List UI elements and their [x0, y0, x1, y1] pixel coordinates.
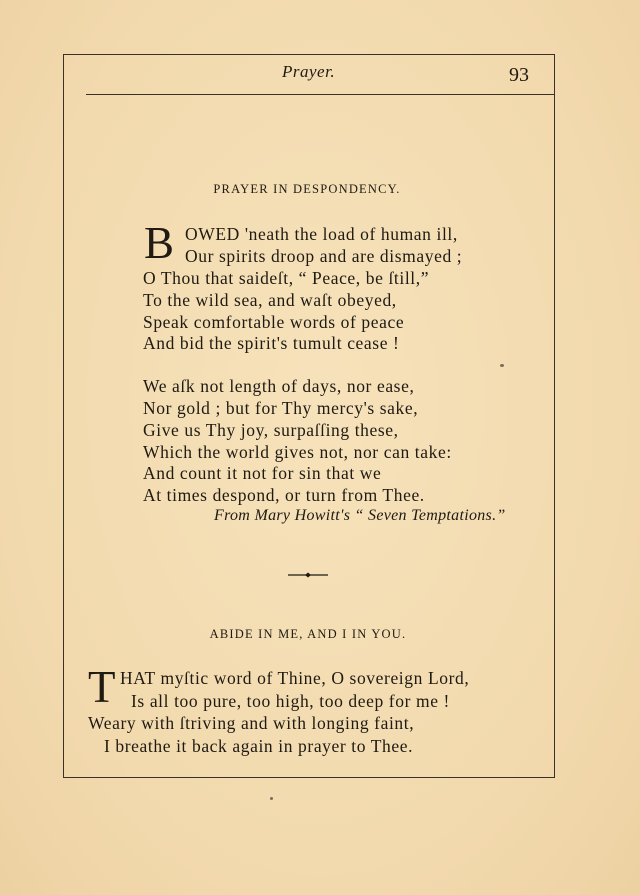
- running-head: Prayer.: [282, 62, 336, 81]
- poem-line: Give us Thy joy, surpaſſing these,: [143, 420, 399, 440]
- poem-line: We aſk not length of days, nor ease,: [143, 376, 415, 396]
- poem-line: O Thou that saideſt, “ Peace, be ſtill,”: [143, 268, 430, 288]
- poem-line: HAT myſtic word of Thine, O sovereign Lord,: [120, 668, 470, 688]
- poem-line: To the wild sea, and waſt obeyed,: [143, 290, 397, 310]
- paper-speck: [270, 797, 273, 800]
- poem-line: Weary with ſtriving and with longing faint,: [88, 713, 415, 733]
- poem-line: And bid the spirit's tumult cease !: [143, 333, 400, 353]
- poem-title: PRAYER IN DESPONDENCY.: [213, 182, 401, 196]
- drop-cap: T: [88, 662, 116, 712]
- poem-line: OWED 'neath the load of human ill,: [185, 224, 458, 244]
- poem-line: Which the world gives not, nor can take:: [143, 442, 452, 462]
- poem-line: And count it not for sin that we: [143, 463, 382, 483]
- poem-line: Nor gold ; but for Thy mercy's sake,: [143, 398, 419, 418]
- drop-cap: B: [144, 218, 175, 268]
- poem-title: ABIDE IN ME, AND I IN YOU.: [209, 627, 407, 641]
- paper-speck: [500, 364, 504, 367]
- attribution: From Mary Howitt's “ Seven Temptations.”: [214, 507, 506, 524]
- page-number: 93: [509, 64, 529, 86]
- header-rule: [86, 94, 554, 95]
- ornament-divider: [288, 570, 328, 580]
- poem-line: Is all too pure, too high, too deep for me !: [131, 691, 450, 711]
- poem-line: Speak comfortable words of peace: [143, 312, 405, 332]
- poem-line: Our spirits droop and are dismayed ;: [185, 246, 463, 266]
- poem-line: At times despond, or turn from Thee.: [143, 485, 425, 505]
- poem-line: I breathe it back again in prayer to Thee.: [104, 736, 414, 756]
